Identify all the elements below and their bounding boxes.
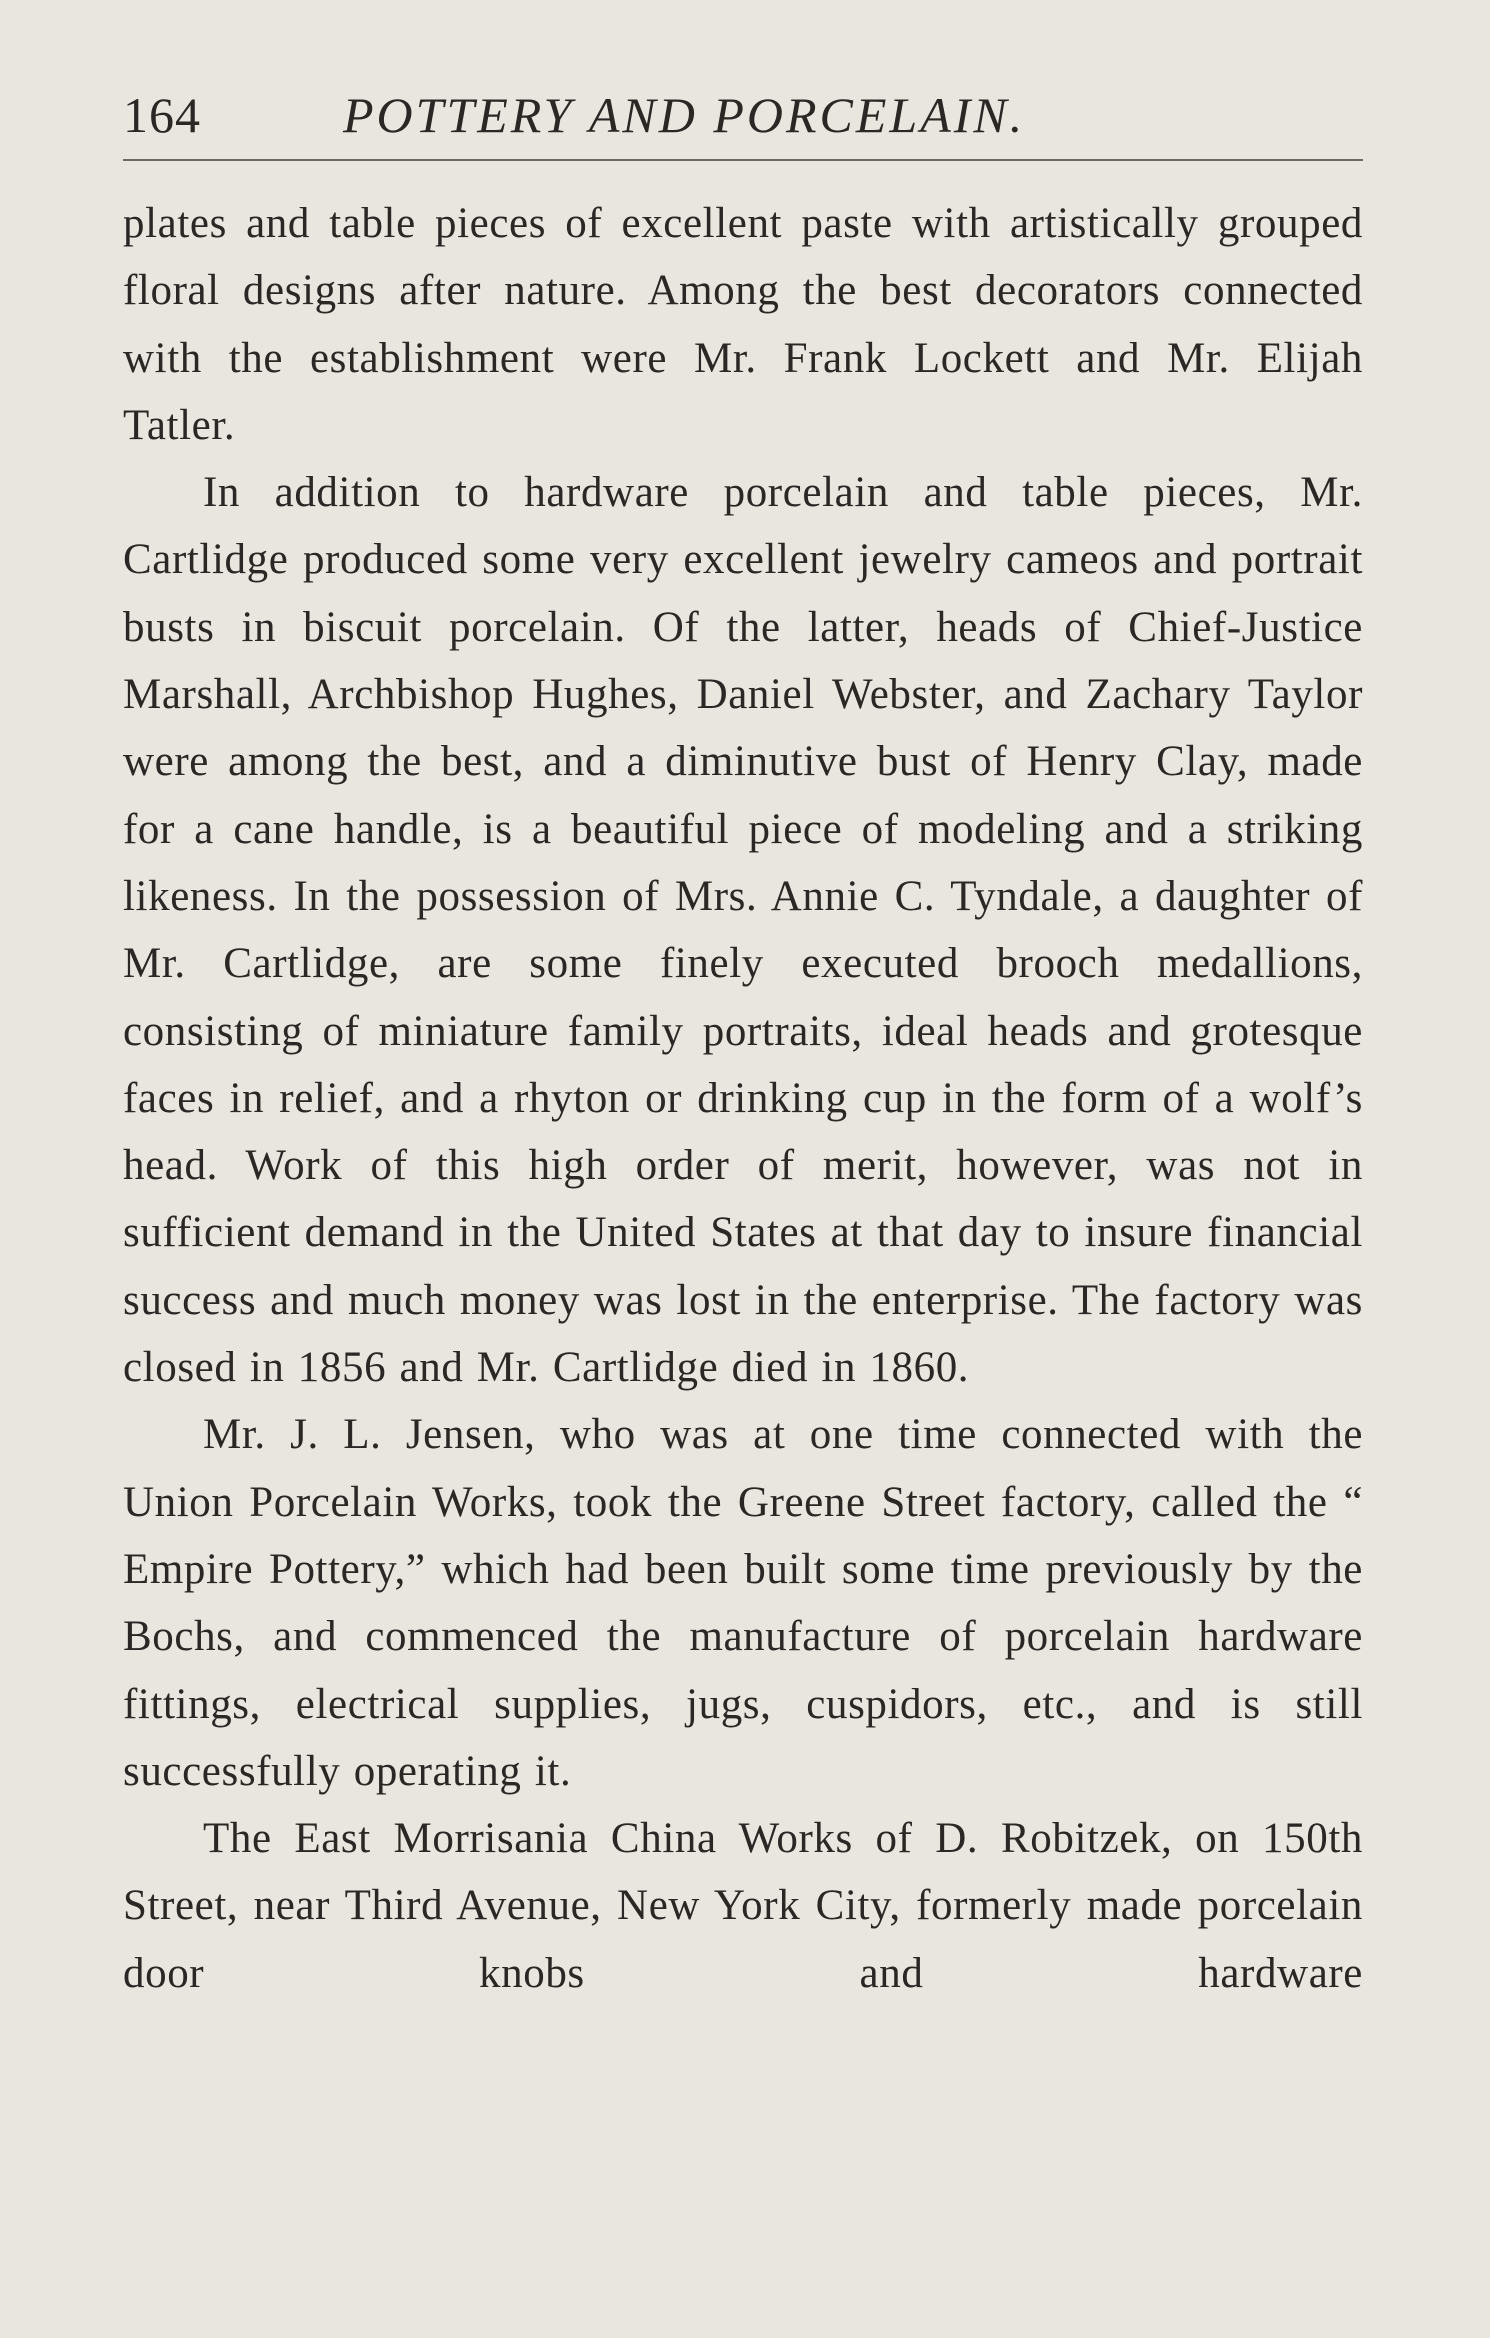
paragraph-cartlidge: In addition to hardware porcelain and table pieces, Mr. Cartlidge produced some very excellent jewelry cameos and portrait busts in biscuit porcelain. Of the latter, heads of Chief-Justice Marshall, Archbishop Hughes, Daniel Webster, and Zachary Taylor were among the best, and a diminutive bust of Henry Clay, made for a cane handle, is a beautiful piece of modeling and a striking likeness. In the possession of Mrs. Annie C. Tyndale, a daughter of Mr. Cartlidge, are some finely executed brooch medallions, consisting of miniature family portraits, ideal heads and grotesque faces in relief, and a rhyton or drinking cup in the form of a wolf’s head. Work of this high order of merit, however, was not in sufficient demand in the United States at that day to insure financial success and much money was lost in the enterprise. The factory was closed in 1856 and Mr. Cartlidge died in 1860. xyxy=(123,469,1363,1392)
page-header xyxy=(123,80,1363,150)
running-title: POTTERY AND PORCELAIN. xyxy=(343,87,1026,143)
paragraph-continued: plates and table pieces of excellent paste with artistically grouped floral designs after nature. Among the best decorators connected with the establishment were Mr. Frank Lockett and Mr. Elijah Tatler. xyxy=(123,200,1363,449)
header-rule xyxy=(123,159,1363,161)
paragraph-east-morrisania: The East Morrisania China Works of D. Robitzek, on 150th Street, near Third Avenue, New York City, formerly made porcelain door knobs and hardware xyxy=(123,1815,1363,1997)
paragraph-jensen: Mr. J. L. Jensen, who was at one time connected with the Union Porcelain Works, took the Greene Street factory, called the “ Empire Pottery,” which had been built some time previously by the Bochs, and commenced the manufacture of porcelain hardware fittings, electrical supplies, jugs, cuspidors, etc., and is still successfully operating it. xyxy=(123,1411,1363,1795)
page-number: 164 xyxy=(123,87,201,143)
body-text xyxy=(123,190,1363,2007)
